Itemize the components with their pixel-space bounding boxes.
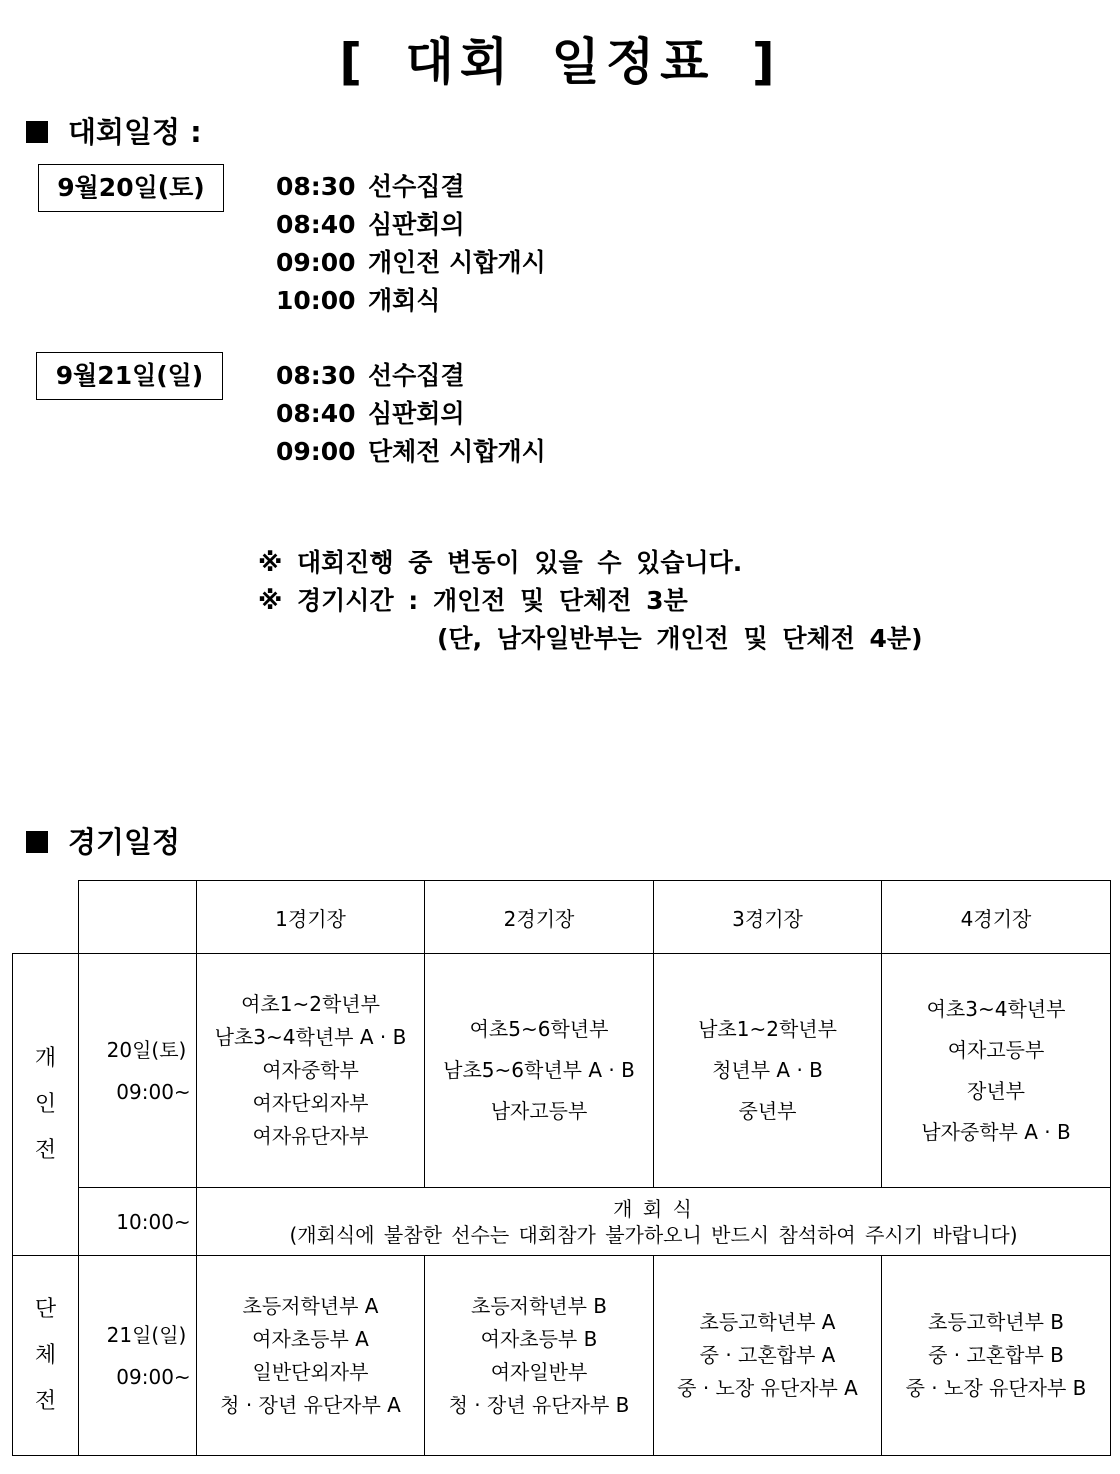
division: 여자초등부 A bbox=[252, 1326, 369, 1351]
division: 남초5~6학년부 A · B bbox=[443, 1058, 635, 1082]
label-char: 개 bbox=[34, 1045, 57, 1071]
table-row-individual bbox=[13, 954, 1111, 1188]
individual-label bbox=[13, 954, 79, 1256]
schedule-row bbox=[276, 206, 546, 244]
team-label bbox=[13, 1256, 79, 1456]
division: 여자고등부 bbox=[947, 1037, 1045, 1062]
individual-time: 09:00~ bbox=[116, 1079, 191, 1104]
division: 중 · 노장 유단자부 B bbox=[905, 1376, 1087, 1400]
division: 일반단외자부 bbox=[252, 1359, 369, 1384]
page-title: [ 대회 일정표 ] bbox=[339, 33, 781, 91]
team-court-3 bbox=[654, 1256, 882, 1456]
division: 여자단외자부 bbox=[252, 1091, 369, 1115]
individual-court-1 bbox=[197, 954, 425, 1188]
match-schedule-table bbox=[12, 880, 1111, 1456]
schedule-heading bbox=[26, 110, 202, 151]
match-heading bbox=[26, 820, 180, 861]
label-char: 체 bbox=[34, 1342, 57, 1368]
col-header-court-1: 1경기장 bbox=[197, 881, 425, 954]
division: 중년부 bbox=[738, 1099, 797, 1123]
division: 남초1~2학년부 bbox=[698, 1017, 837, 1041]
team-datetime bbox=[79, 1256, 197, 1456]
col-header-court-2: 2경기장 bbox=[425, 881, 654, 954]
schedule-row bbox=[276, 433, 546, 471]
individual-court-4 bbox=[882, 954, 1111, 1188]
schedule-time: 08:30 bbox=[276, 172, 356, 201]
table-header-row bbox=[13, 881, 1111, 954]
schedule-event: 선수집결 bbox=[368, 172, 465, 201]
schedule-row bbox=[276, 282, 546, 320]
ceremony-note: (개회식에 불참한 선수는 대회참가 불가하오니 반드시 참석하여 주시기 바랍니다) bbox=[289, 1222, 1018, 1247]
schedule-time: 08:40 bbox=[276, 210, 356, 239]
schedule-row bbox=[276, 395, 546, 433]
note-match-time: ※ 경기시간 : 개인전 및 단체전 3분 bbox=[258, 586, 688, 615]
table-blank-cell bbox=[13, 881, 79, 954]
ceremony-title: 개 회 식 bbox=[613, 1196, 694, 1221]
label-char: 전 bbox=[34, 1137, 57, 1163]
division: 초등고학년부 A bbox=[699, 1310, 836, 1334]
table-header-empty bbox=[79, 881, 197, 954]
note-exception: (단, 남자일반부는 개인전 및 단체전 4분) bbox=[437, 624, 923, 653]
division: 여초5~6학년부 bbox=[469, 1017, 609, 1041]
schedule-event: 개인전 시합개시 bbox=[368, 248, 546, 277]
schedule-row bbox=[276, 168, 546, 206]
division: 초등저학년부 B bbox=[471, 1293, 607, 1318]
schedule-time: 08:40 bbox=[276, 399, 356, 428]
division: 여초1~2학년부 bbox=[241, 992, 380, 1016]
label-char: 인 bbox=[34, 1091, 57, 1117]
schedule-heading-label: 대회일정 : bbox=[68, 115, 202, 149]
division: 중 · 고혼합부 B bbox=[928, 1343, 1064, 1367]
day1-date-box: 9월20일(토) bbox=[38, 164, 224, 212]
schedule-event: 개회식 bbox=[368, 286, 441, 315]
division: 초등저학년부 A bbox=[242, 1293, 379, 1318]
schedule-event: 선수집결 bbox=[368, 361, 465, 390]
division: 중 · 노장 유단자부 A bbox=[677, 1376, 858, 1400]
square-bullet-icon bbox=[26, 121, 48, 143]
team-court-1 bbox=[197, 1256, 425, 1456]
team-date: 21일(일) bbox=[106, 1322, 187, 1347]
individual-date: 20일(토) bbox=[106, 1037, 187, 1062]
division: 여자유단자부 bbox=[252, 1124, 369, 1148]
schedule-time: 09:00 bbox=[276, 437, 356, 466]
col-header-court-3: 3경기장 bbox=[654, 881, 882, 954]
division: 청 · 장년 유단자부 B bbox=[448, 1392, 630, 1417]
table-row-ceremony bbox=[13, 1188, 1111, 1256]
division: 초등고학년부 B bbox=[928, 1310, 1064, 1334]
day1-schedule bbox=[276, 168, 546, 320]
day2-schedule bbox=[276, 357, 546, 471]
day2-date-box: 9월21일(일) bbox=[36, 352, 223, 400]
schedule-time: 10:00 bbox=[276, 286, 356, 315]
team-time: 09:00~ bbox=[116, 1364, 191, 1389]
schedule-event: 심판회의 bbox=[368, 399, 465, 428]
ceremony-cell bbox=[197, 1188, 1111, 1256]
division: 장년부 bbox=[967, 1078, 1025, 1103]
schedule-time: 09:00 bbox=[276, 248, 356, 277]
individual-court-2 bbox=[425, 954, 654, 1188]
division: 여자중학부 bbox=[262, 1058, 359, 1082]
division: 남자중학부 A · B bbox=[921, 1119, 1071, 1144]
ceremony-time-cell bbox=[79, 1188, 197, 1256]
schedule-row bbox=[276, 244, 546, 282]
ceremony-time: 10:00~ bbox=[116, 1209, 191, 1234]
label-char: 단 bbox=[34, 1296, 57, 1322]
label-char: 전 bbox=[34, 1388, 57, 1414]
table-row-team bbox=[13, 1256, 1111, 1456]
division: 청년부 A · B bbox=[712, 1058, 823, 1082]
match-heading-label: 경기일정 bbox=[68, 825, 181, 859]
division: 남자고등부 bbox=[490, 1099, 588, 1123]
team-court-4 bbox=[882, 1256, 1111, 1456]
individual-datetime bbox=[79, 954, 197, 1188]
col-header-court-4: 4경기장 bbox=[882, 881, 1111, 954]
division: 여자일반부 bbox=[490, 1359, 588, 1384]
division: 여자초등부 B bbox=[480, 1326, 598, 1351]
square-bullet-icon bbox=[26, 831, 48, 853]
division: 청 · 장년 유단자부 A bbox=[220, 1392, 401, 1417]
schedule-event: 심판회의 bbox=[368, 210, 465, 239]
individual-court-3 bbox=[654, 954, 882, 1188]
note-change: ※ 대회진행 중 변동이 있을 수 있습니다. bbox=[258, 548, 743, 577]
team-court-2 bbox=[425, 1256, 654, 1456]
division: 남초3~4학년부 A · B bbox=[214, 1025, 407, 1049]
division: 중 · 고혼합부 A bbox=[699, 1343, 836, 1367]
schedule-event: 단체전 시합개시 bbox=[368, 437, 546, 466]
division: 여초3~4학년부 bbox=[926, 996, 1066, 1021]
schedule-row bbox=[276, 357, 546, 395]
schedule-time: 08:30 bbox=[276, 361, 356, 390]
